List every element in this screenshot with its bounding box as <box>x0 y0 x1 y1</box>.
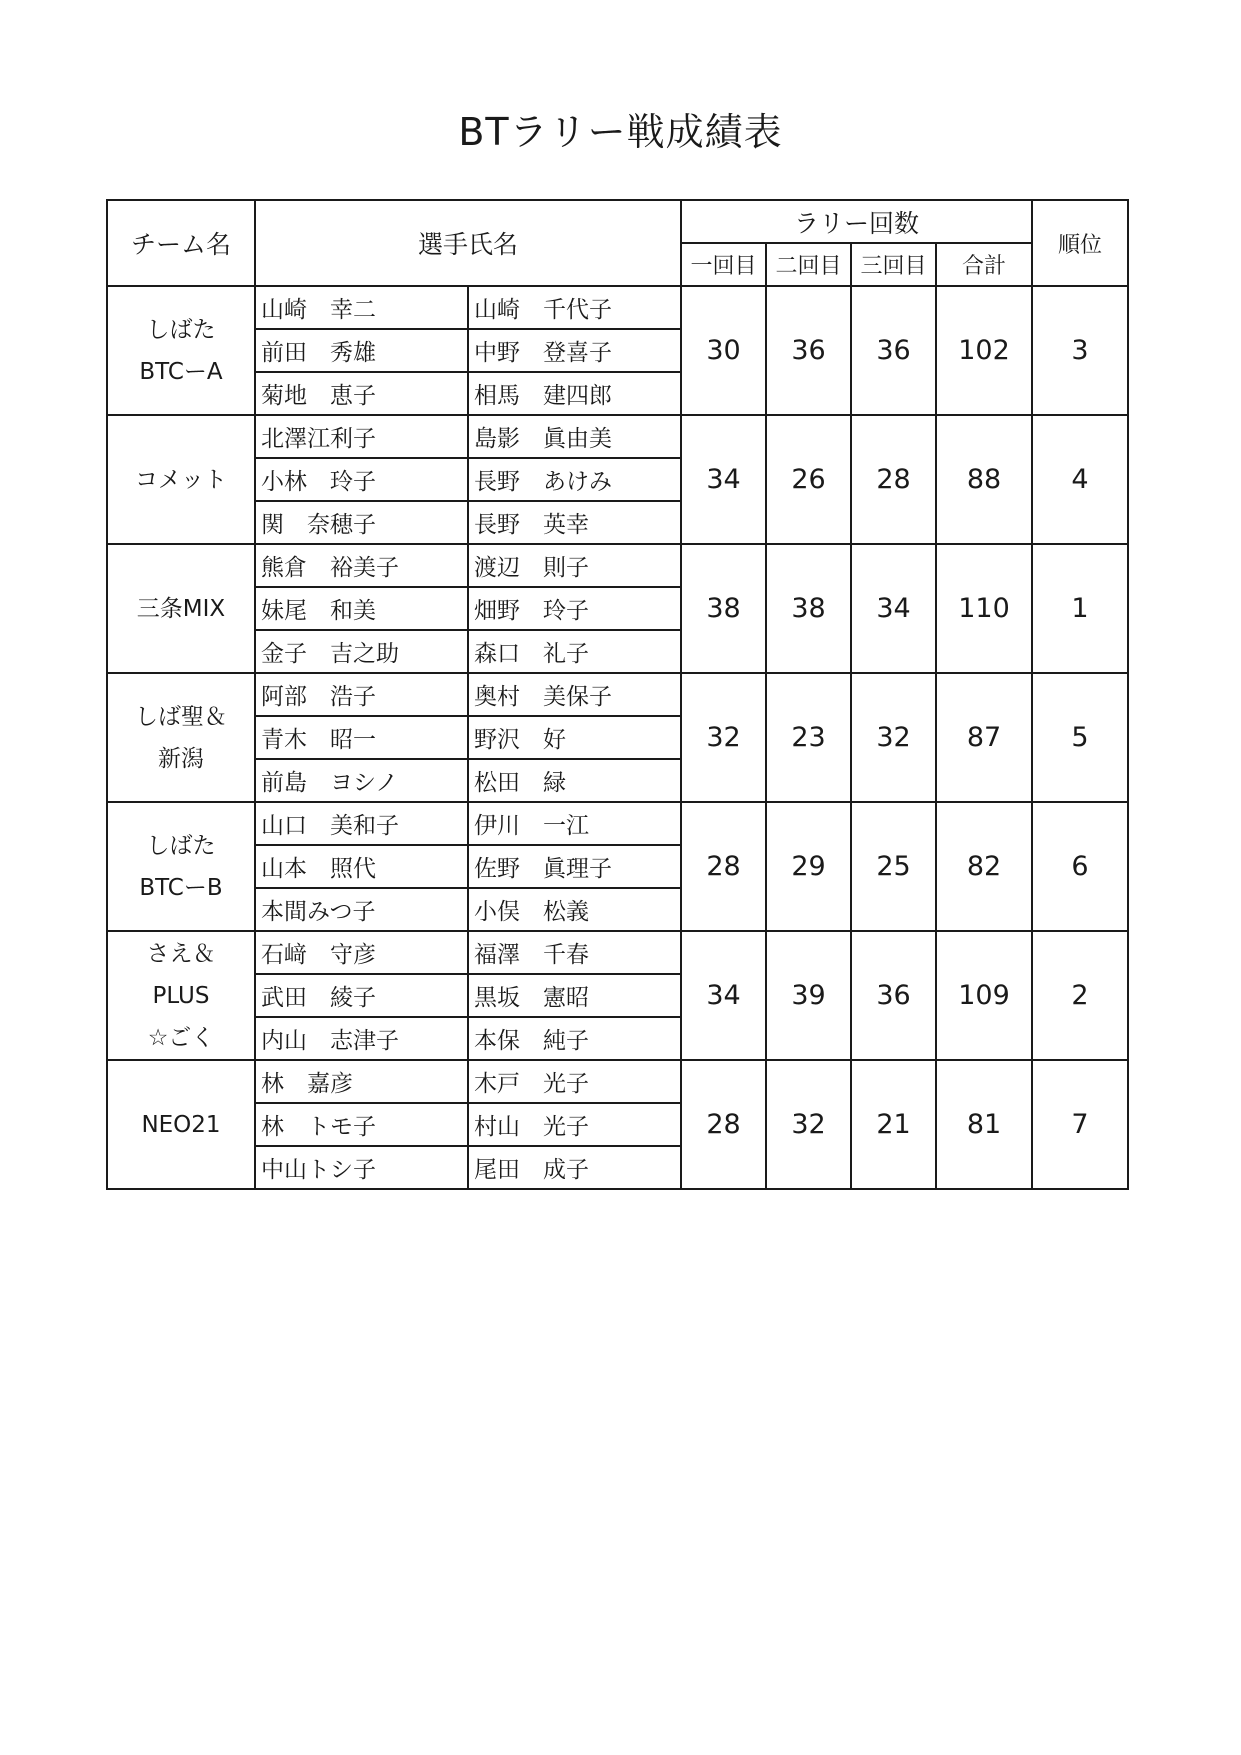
table-row <box>107 544 1128 587</box>
rank-cell: 7 <box>1032 1060 1128 1189</box>
total-score-cell: 87 <box>936 673 1032 802</box>
total-score-cell: 82 <box>936 802 1032 931</box>
player-name-cell: 青木 昭一 <box>255 716 468 759</box>
round1-header: 一回目 <box>681 243 766 286</box>
table-row <box>107 673 1128 716</box>
total-score-cell: 109 <box>936 931 1032 1060</box>
player-name-cell: 島影 眞由美 <box>468 415 681 458</box>
team-name-cell <box>107 931 255 1060</box>
table-row <box>107 802 1128 845</box>
total-score-cell: 88 <box>936 415 1032 544</box>
total-score-cell: 110 <box>936 544 1032 673</box>
round2-score-cell: 36 <box>766 286 851 415</box>
team-name-cell <box>107 1060 255 1189</box>
round2-score-cell: 29 <box>766 802 851 931</box>
player-name-cell: 尾田 成子 <box>468 1146 681 1189</box>
player-name-cell: 関 奈穂子 <box>255 501 468 544</box>
rank-header: 順位 <box>1032 200 1128 286</box>
player-name-cell: 金子 吉之助 <box>255 630 468 673</box>
table-row <box>107 286 1128 329</box>
rally-count-header: ラリー回数 <box>681 200 1032 243</box>
team-name-header: チーム名 <box>107 200 255 286</box>
player-name-cell: 福澤 千春 <box>468 931 681 974</box>
round1-score-cell: 32 <box>681 673 766 802</box>
player-name-cell: 本間みつ子 <box>255 888 468 931</box>
player-name-cell: 山崎 千代子 <box>468 286 681 329</box>
player-name-cell: 山本 照代 <box>255 845 468 888</box>
round1-score-cell: 38 <box>681 544 766 673</box>
rank-cell: 5 <box>1032 673 1128 802</box>
round3-score-cell: 32 <box>851 673 936 802</box>
team-name-line: さえ＆ <box>146 940 216 967</box>
player-name-cell: 林 嘉彦 <box>255 1060 468 1103</box>
player-name-cell: 相馬 建四郎 <box>468 372 681 415</box>
round1-score-cell: 28 <box>681 802 766 931</box>
round3-score-cell: 36 <box>851 931 936 1060</box>
player-name-cell: 武田 綾子 <box>255 974 468 1017</box>
player-name-cell: 畑野 玲子 <box>468 587 681 630</box>
rank-cell: 1 <box>1032 544 1128 673</box>
player-name-cell: 熊倉 裕美子 <box>255 544 468 587</box>
round2-header: 二回目 <box>766 243 851 286</box>
player-name-cell: 林 トモ子 <box>255 1103 468 1146</box>
round2-score-cell: 32 <box>766 1060 851 1189</box>
results-table <box>106 199 1129 1190</box>
page-title: BTラリー戦成績表 <box>458 110 783 154</box>
team-name-cell <box>107 415 255 544</box>
player-name-cell: 伊川 一江 <box>468 802 681 845</box>
team-name-line: しば聖＆ <box>135 703 227 730</box>
player-name-cell: 小林 玲子 <box>255 458 468 501</box>
round3-header: 三回目 <box>851 243 936 286</box>
team-name-line: BTCーA <box>139 358 223 385</box>
rank-cell: 4 <box>1032 415 1128 544</box>
team-name-cell <box>107 802 255 931</box>
round2-score-cell: 23 <box>766 673 851 802</box>
total-header: 合計 <box>936 243 1032 286</box>
table-row <box>107 1060 1128 1103</box>
table-row <box>107 415 1128 458</box>
player-name-cell: 佐野 眞理子 <box>468 845 681 888</box>
player-name-cell: 山口 美和子 <box>255 802 468 845</box>
player-name-cell: 妹尾 和美 <box>255 587 468 630</box>
rank-cell: 6 <box>1032 802 1128 931</box>
player-name-cell: 渡辺 則子 <box>468 544 681 587</box>
rank-cell: 2 <box>1032 931 1128 1060</box>
table-body <box>107 286 1128 1189</box>
team-name-line: コメット <box>135 466 227 493</box>
player-names-header: 選手氏名 <box>255 200 681 286</box>
team-name-cell <box>107 673 255 802</box>
team-name-line: NEO21 <box>141 1111 221 1138</box>
team-name-line: しばた <box>146 832 216 859</box>
team-name-line: 三条MIX <box>136 595 226 622</box>
player-name-cell: 野沢 好 <box>468 716 681 759</box>
round1-score-cell: 28 <box>681 1060 766 1189</box>
round3-score-cell: 34 <box>851 544 936 673</box>
round3-score-cell: 36 <box>851 286 936 415</box>
player-name-cell: 木戸 光子 <box>468 1060 681 1103</box>
round1-score-cell: 34 <box>681 931 766 1060</box>
player-name-cell: 奥村 美保子 <box>468 673 681 716</box>
round2-score-cell: 39 <box>766 931 851 1060</box>
team-name-cell <box>107 286 255 415</box>
player-name-cell: 前田 秀雄 <box>255 329 468 372</box>
team-name-line: 新潟 <box>158 745 204 772</box>
rank-cell: 3 <box>1032 286 1128 415</box>
player-name-cell: 山崎 幸二 <box>255 286 468 329</box>
team-name-cell <box>107 544 255 673</box>
player-name-cell: 本保 純子 <box>468 1017 681 1060</box>
player-name-cell: 内山 志津子 <box>255 1017 468 1060</box>
player-name-cell: 阿部 浩子 <box>255 673 468 716</box>
player-name-cell: 菊地 恵子 <box>255 372 468 415</box>
player-name-cell: 石﨑 守彦 <box>255 931 468 974</box>
round1-score-cell: 30 <box>681 286 766 415</box>
player-name-cell: 森口 礼子 <box>468 630 681 673</box>
round3-score-cell: 21 <box>851 1060 936 1189</box>
round2-score-cell: 26 <box>766 415 851 544</box>
team-name-line: ☆ごく <box>147 1024 215 1051</box>
player-name-cell: 黒坂 憲昭 <box>468 974 681 1017</box>
team-name-line: BTCーB <box>139 874 223 901</box>
total-score-cell: 81 <box>936 1060 1032 1189</box>
player-name-cell: 長野 あけみ <box>468 458 681 501</box>
player-name-cell: 小俣 松義 <box>468 888 681 931</box>
round1-score-cell: 34 <box>681 415 766 544</box>
total-score-cell: 102 <box>936 286 1032 415</box>
player-name-cell: 中野 登喜子 <box>468 329 681 372</box>
table-row <box>107 931 1128 974</box>
player-name-cell: 北澤江利子 <box>255 415 468 458</box>
team-name-line: しばた <box>146 316 216 343</box>
round3-score-cell: 28 <box>851 415 936 544</box>
player-name-cell: 長野 英幸 <box>468 501 681 544</box>
round2-score-cell: 38 <box>766 544 851 673</box>
team-name-line: PLUS <box>152 982 210 1009</box>
player-name-cell: 松田 緑 <box>468 759 681 802</box>
table-header <box>107 200 1128 286</box>
player-name-cell: 村山 光子 <box>468 1103 681 1146</box>
player-name-cell: 中山トシ子 <box>255 1146 468 1189</box>
player-name-cell: 前島 ヨシノ <box>255 759 468 802</box>
round3-score-cell: 25 <box>851 802 936 931</box>
